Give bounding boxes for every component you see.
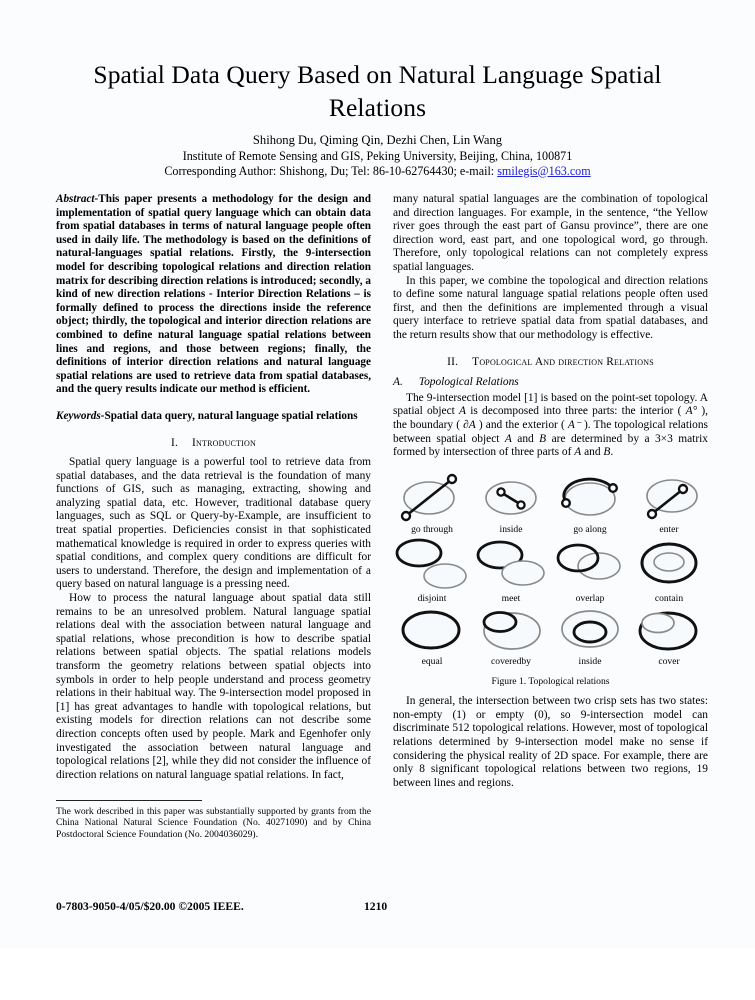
figure-cell-contain bbox=[630, 536, 708, 605]
figure-row-3 bbox=[393, 605, 708, 668]
topo-text-1: The 9-intersection model [1] is based on the point-set topology. A spatial object bbox=[393, 391, 708, 418]
figure-label: contain bbox=[654, 592, 684, 604]
diagram-go-along bbox=[551, 471, 629, 523]
math-var-b2: B bbox=[603, 446, 611, 459]
abstract-label: Abstract- bbox=[56, 193, 99, 205]
figure-cell-overlap bbox=[551, 536, 629, 605]
math-var-a3: A bbox=[574, 446, 582, 459]
figure-caption: Figure 1. Topological relations bbox=[491, 675, 610, 687]
figure-cell-enter bbox=[630, 471, 708, 536]
footnote-block bbox=[56, 800, 371, 840]
diagram-contain bbox=[630, 536, 708, 592]
paper-header bbox=[0, 0, 755, 179]
math-var-a: A bbox=[459, 405, 466, 418]
diagram-enter bbox=[630, 471, 708, 523]
figure-label: inside bbox=[499, 523, 523, 535]
right-paragraph-1: many natural spatial languages are the combination of topological and direction languages. For example, in the sentence, “the Yellow river goes through the east part of Gansu province”, there are one direction word, east part, and one topological word, go through. Therefore, only topological relations can not completely express spatial languages. bbox=[393, 193, 708, 273]
figure-row-2 bbox=[393, 536, 708, 605]
page-title: Spatial Data Query Based on Natural Language Spatial Relations bbox=[93, 60, 662, 122]
math-var-exterior: A⁻ bbox=[567, 418, 581, 431]
math-var-boundary: ∂A bbox=[463, 418, 476, 431]
figure-label: meet bbox=[501, 592, 521, 604]
topo-text-6: and bbox=[511, 432, 540, 445]
diagram-meet bbox=[472, 536, 550, 592]
figure-1 bbox=[393, 471, 708, 689]
figure-cell-equal bbox=[393, 605, 471, 668]
figure-label: go along bbox=[573, 523, 607, 535]
keywords-label: Keywords- bbox=[56, 409, 105, 422]
figure-cell-disjoint bbox=[393, 536, 471, 605]
figure-label: coveredby bbox=[491, 655, 531, 667]
copyright-notice: 0-7803-9050-4/05/$20.00 ©2005 IEEE. bbox=[56, 900, 244, 913]
author-list: Shihong Du, Qiming Qin, Dezhi Chen, Lin Wang bbox=[252, 133, 503, 147]
footnote-text: The work described in this paper was substantially supported by grants from the China National Natural Science Foundation (No. 40271090) and by China Postdoctoral Science Foundation (No. 2004036029). bbox=[56, 806, 371, 840]
body-columns bbox=[56, 193, 708, 790]
intro-paragraph-2: How to process the natural language about spatial data still remains to be an unresolved problem. Natural language spatial relations deal with the association between natural language and spatial relations, whose precondition is how to describe spatial relations between spatial objects. The spatial relations models transform the geometry relations between spatial objects into symbols in order to help people understand and process geometry relations in their habitual way. The 9-intersection model proposed in [1] has great advantages to handle with topological relations, but existing models for direction relations can not describe some direction concepts often used by people. Mark and Egenhofer only investigated the association between natural language and topological relations [2], while they did not consider the influence of direction relations on natural language spatial relations. In fact, bbox=[56, 592, 371, 781]
topo-text-5: ). The topological relations between spatial object bbox=[393, 418, 708, 445]
abstract-paragraph bbox=[56, 193, 371, 397]
topo-text-2: is decomposed into three parts: the interior ( bbox=[466, 405, 686, 418]
figure-cell-coveredby bbox=[472, 605, 550, 668]
figure-label: go through bbox=[411, 523, 453, 535]
section-number: II. bbox=[447, 355, 459, 368]
diagram-inside-line bbox=[472, 471, 550, 523]
subsection-number: A. bbox=[393, 376, 403, 389]
figure-label: disjoint bbox=[417, 592, 447, 604]
section-heading-topological-direction bbox=[393, 356, 708, 370]
topo-text-7: are determined by a 3×3 matrix formed by intersection of three parts of bbox=[393, 432, 708, 459]
figure-label: cover bbox=[658, 655, 680, 667]
figure-label: enter bbox=[659, 523, 679, 535]
subsection-title: Topological Relations bbox=[418, 376, 519, 389]
diagram-go-through bbox=[393, 471, 471, 523]
section-number: I. bbox=[170, 436, 179, 449]
topo-text-3: ), the boundary ( bbox=[393, 405, 708, 431]
figure-cell-meet bbox=[472, 536, 550, 605]
math-var-b: B bbox=[539, 432, 547, 445]
section-title: Topological And direction Relations bbox=[472, 355, 654, 368]
topological-relations-paragraph bbox=[393, 392, 708, 460]
topo-text-8: and bbox=[581, 446, 604, 459]
topo-text-4: ) and the exterior ( bbox=[475, 418, 568, 431]
subsection-heading-topological-relations bbox=[393, 376, 708, 390]
figure-label: equal bbox=[421, 655, 443, 667]
abstract-text: This paper presents a methodology for the design and implementation of spatial query language which can obtain data from spatial databases in terms of natural language people often used in daily life. The methodology is based on the definitions of natural-languages spatial relations. Firstly, the 9-intersection model for describing topological relations and direction relation matrix for describing direction relations is introduced; secondly, a kind of new direction relations - Interior Direction Relations – is formally defined to process the directions inside the reference object; thirdly, the topological and interior direction relations are combined to define natural language spatial relations between lines and regions, and those between regions; finally, the definitions of interior direction relations and natural language spatial relations are used to retrieve data from spatial databases, and the query results indicate our method is efficient. bbox=[56, 193, 371, 396]
keywords-text: Spatial data query, natural language spatial relations bbox=[104, 409, 358, 422]
affiliation: Institute of Remote Sensing and GIS, Peking University, Beijing, China, 100871 bbox=[182, 148, 573, 163]
figure-label: overlap bbox=[575, 592, 605, 604]
math-var-a2: A bbox=[504, 432, 512, 445]
figure-label: inside bbox=[578, 655, 602, 667]
corresponding-author-text: Corresponding Author: Shishong, Du; Tel: 86-10-62764430; e-mail: bbox=[164, 163, 498, 178]
corresponding-author bbox=[62, 164, 693, 179]
diagram-equal bbox=[393, 605, 471, 655]
diagram-inside-region bbox=[551, 605, 629, 655]
math-var-interior: A° bbox=[685, 405, 698, 418]
figure-row-1 bbox=[393, 471, 708, 536]
page-number: 1210 bbox=[364, 900, 388, 913]
intro-paragraph-1: Spatial query language is a powerful tool to retrieve data from spatial databases, and the data retrieval is the foundation of many functions of GIS, such as managing, extracting, showing and analyzing spatial data, etc. However, traditional database query languages, such as SQL or Query-by-Example, are insufficient to treat spatial properties. Deficiencies consist in that sophisticated mathematical knowledge is required in order to express queries with spatial conditions, and complex query conditions are difficult for users to understand. Therefore, the design and implementation of a query based on natural language is a pressing need. bbox=[56, 456, 371, 591]
figure-cell-inside-region bbox=[551, 605, 629, 668]
figure-cell-inside-line bbox=[472, 471, 550, 536]
left-column bbox=[56, 193, 371, 790]
section-title: Introduction bbox=[192, 436, 256, 449]
footnote-divider bbox=[56, 800, 202, 801]
right-column bbox=[393, 193, 708, 790]
topo-text-9: . bbox=[610, 446, 614, 459]
section-heading-introduction bbox=[56, 437, 371, 451]
email-link[interactable]: smilegis@163.com bbox=[497, 163, 591, 178]
figure-cell-go-along bbox=[551, 471, 629, 536]
diagram-overlap bbox=[551, 536, 629, 592]
figure-cell-cover bbox=[630, 605, 708, 668]
right-paragraph-2: In this paper, we combine the topological and direction relations to define some natural language spatial relations people often used first, and then the definitions are implemented through a visual query interface to retrieve spatial data from spatial databases, and the return results show that our methodology is effective. bbox=[393, 274, 708, 341]
keywords-paragraph bbox=[56, 410, 371, 424]
diagram-coveredby bbox=[472, 605, 550, 655]
diagram-disjoint bbox=[393, 536, 471, 592]
figure-cell-go-through bbox=[393, 471, 471, 536]
right-paragraph-last: In general, the intersection between two crisp sets has two states: non-empty (1) or empty (0), so 9-intersection model can discriminate 512 topological relations. However, most of topological relations determined by 9-intersection model make no sense if considering the physical reality of 2D space. For example, there are only 8 significant topological relations between two regions, 19 between lines and regions. bbox=[393, 695, 708, 789]
diagram-cover bbox=[630, 605, 708, 655]
